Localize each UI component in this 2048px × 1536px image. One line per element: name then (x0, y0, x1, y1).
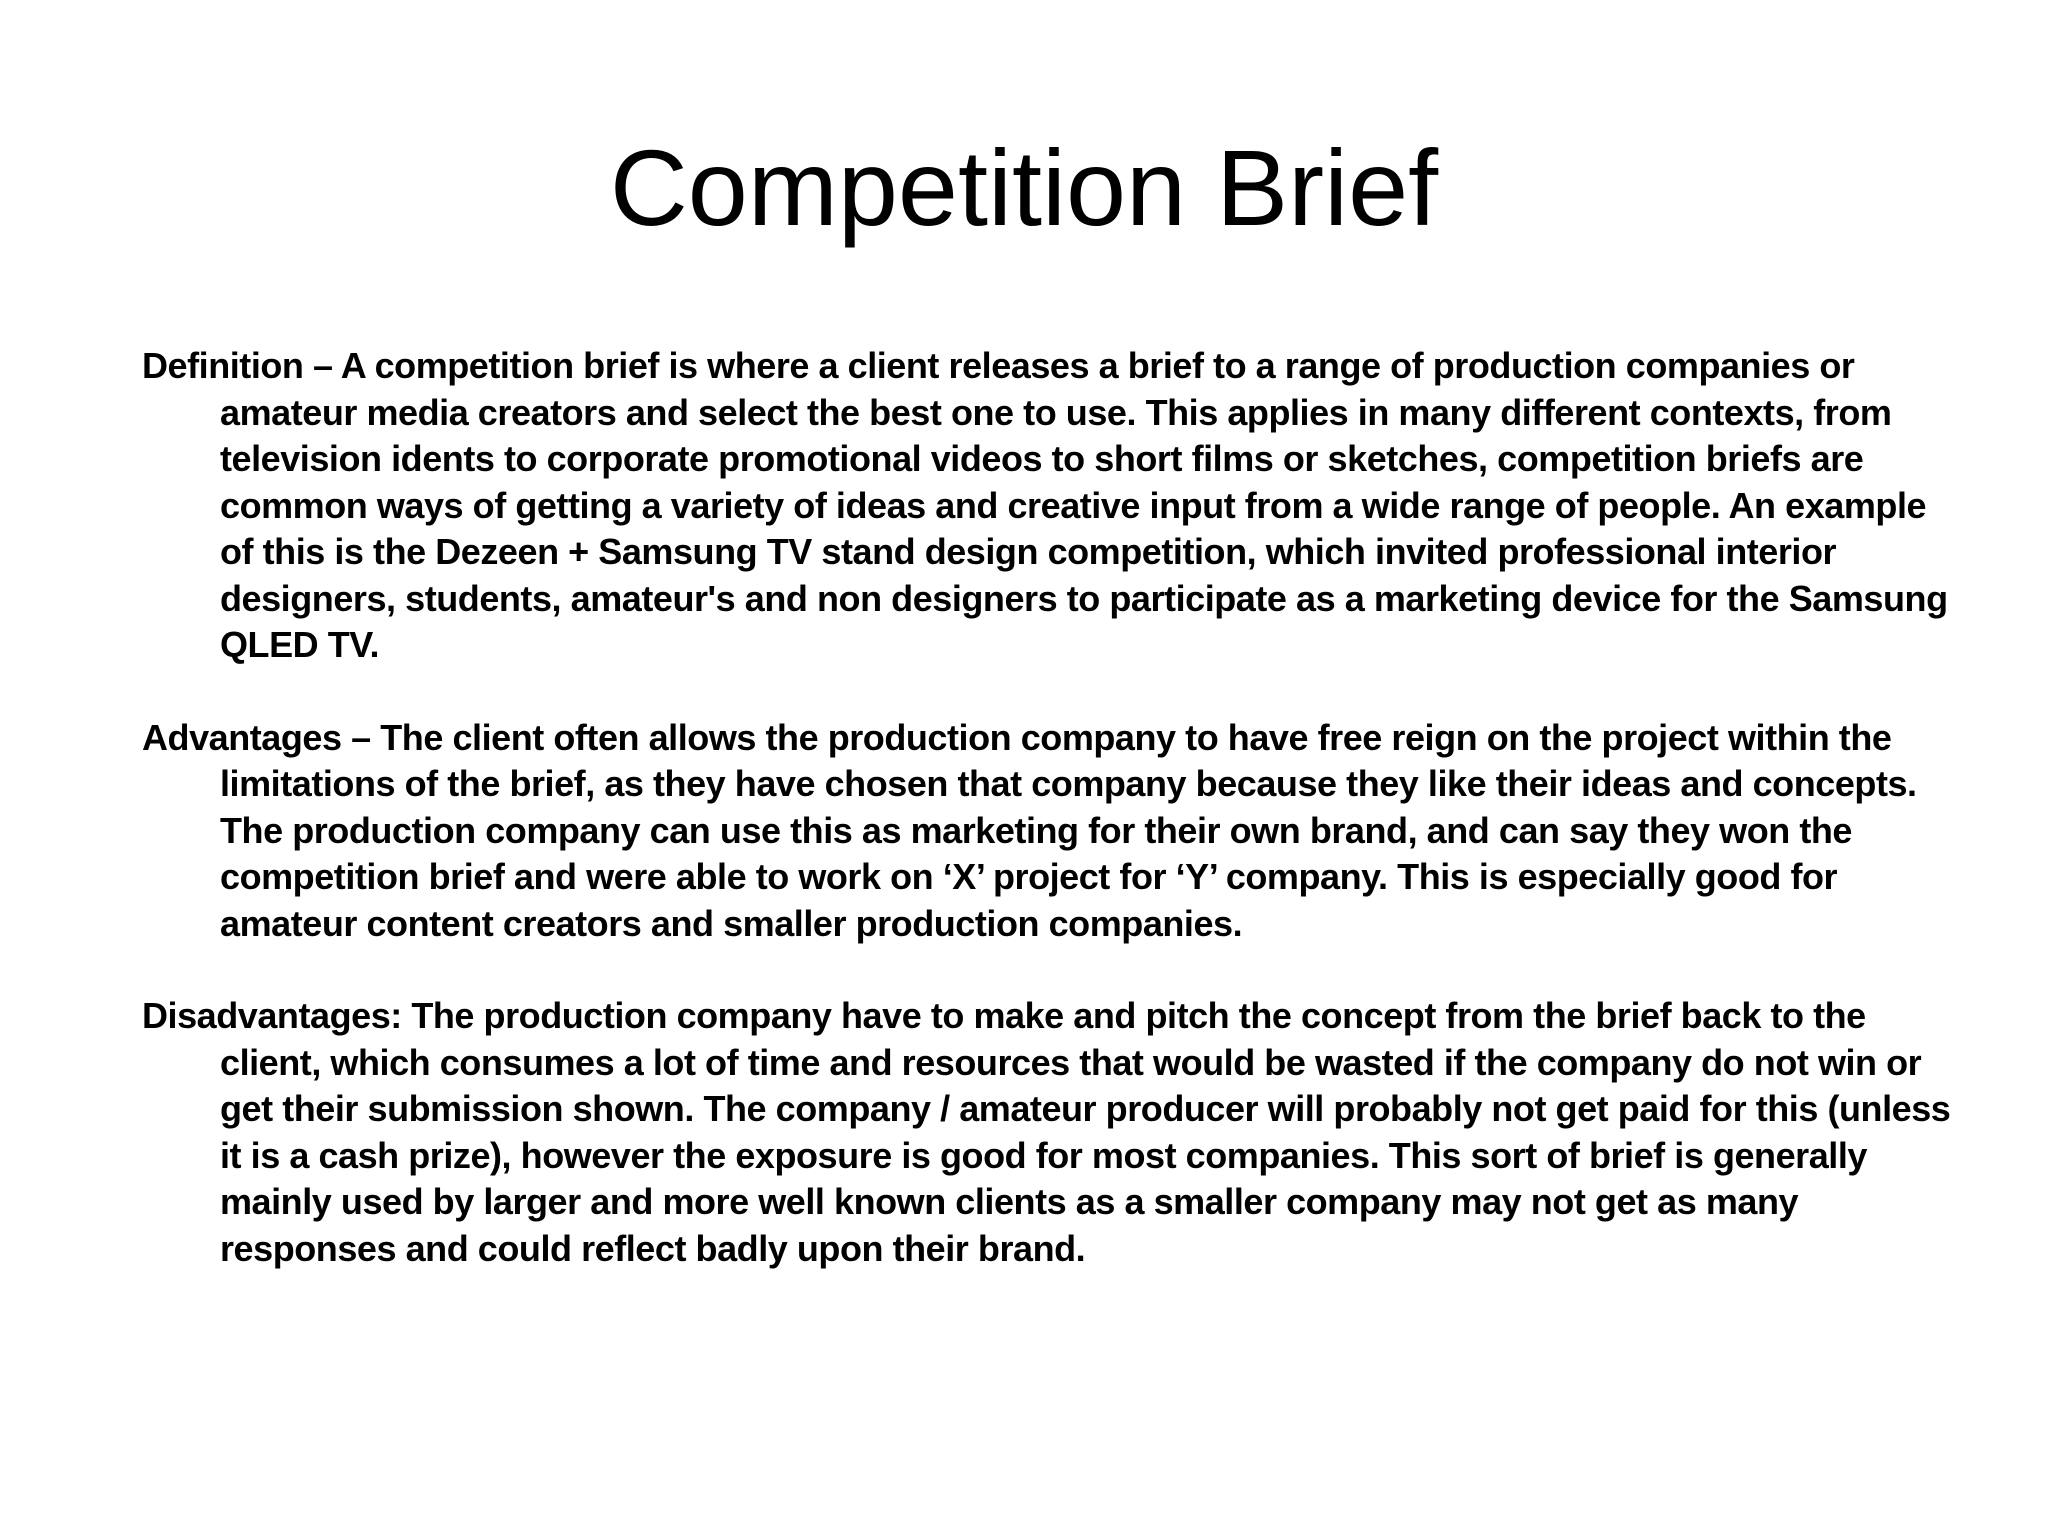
slide-body (142, 343, 1962, 1272)
slide-title: Competition Brief (609, 127, 1439, 248)
definition-paragraph: Definition – A competition brief is where a client releases a brief to a range of production companies or amateur media creators and select the best one to use. This applies in many different contexts, from television idents to corporate promotional videos to short films or sketches, competition briefs are common ways of getting a variety of ideas and creative input from a wide range of people. An example of this is the Dezeen + Samsung TV stand design competition, which invited professional interior designers, students, amateur's and non designers to participate as a marketing device for the Samsung QLED TV. (142, 345, 1948, 665)
disadvantages-paragraph: Disadvantages: The production company have to make and pitch the concept from the brief back to the client, which consumes a lot of time and resources that would be wasted if the company do not win or get their submission shown. The company / amateur producer will probably not get paid for this (unless it is a cash prize), however the exposure is good for most companies. This sort of brief is generally mainly used by larger and more well known clients as a smaller company may not get as many responses and could reflect badly upon their brand. (142, 995, 1951, 1269)
advantages-paragraph: Advantages – The client often allows the production company to have free reign on the project within the limitations of the brief, as they have chosen that company because they like their ideas and concepts. The production company can use this as marketing for their own brand, and can say they won the competition brief and were able to work on ‘X’ project for ‘Y’ company. This is especially good for amateur content creators and smaller production companies. (142, 716, 1917, 944)
